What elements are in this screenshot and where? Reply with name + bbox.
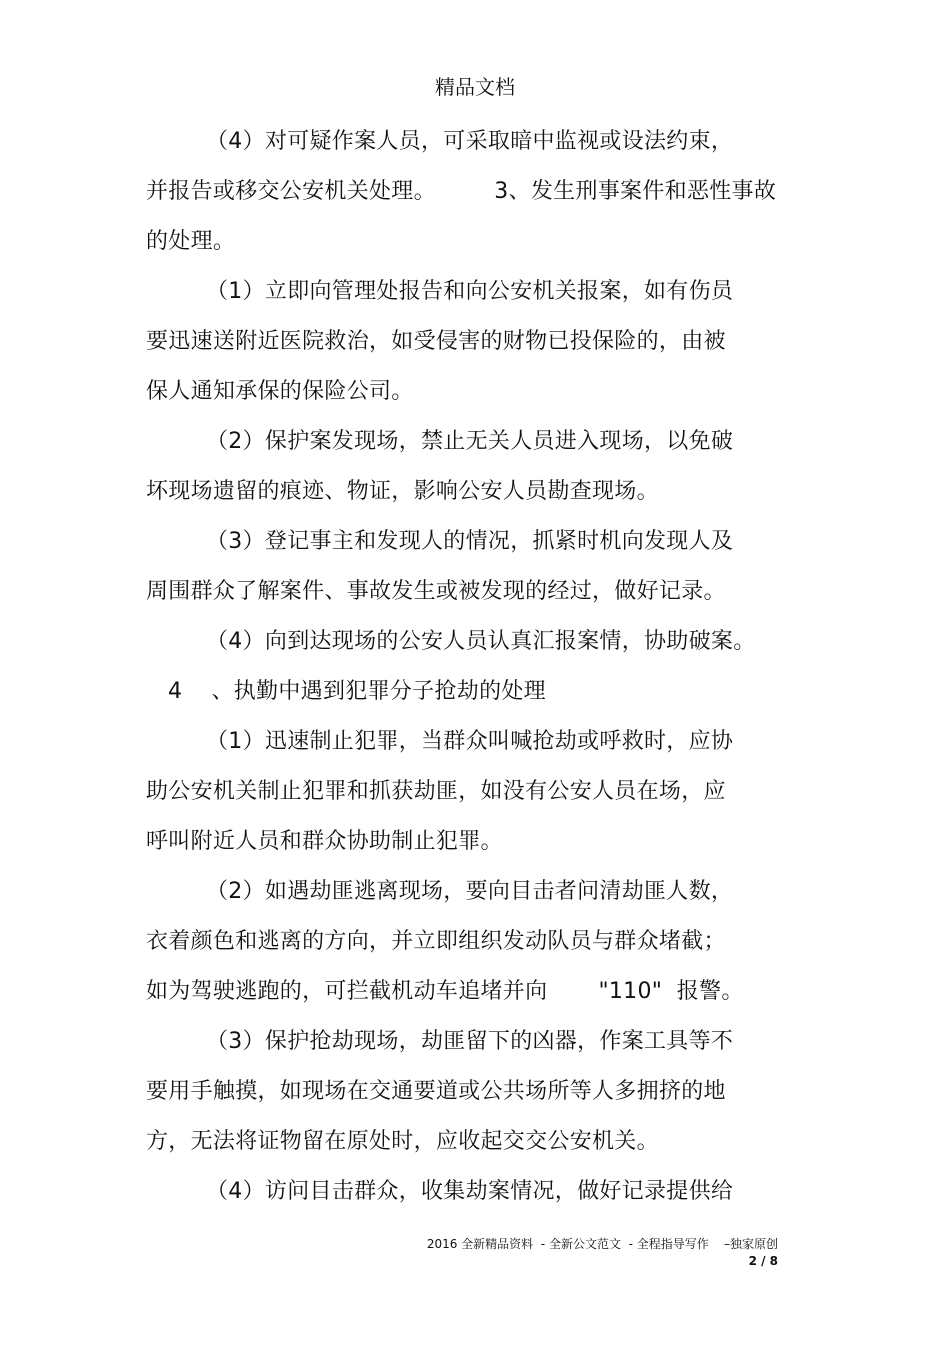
paragraph-line: 要用手触摸，如现场在交通要道或公共场所等人多拥挤的地 (146, 1079, 726, 1104)
section-heading: 4 、执勤中遇到犯罪分子抢劫的处理 (168, 679, 546, 704)
paragraph-line: （2）如遇劫匪逃离现场，要向目击者问清劫匪人数， (206, 879, 734, 904)
paragraph-line: 如为驾驶逃跑的，可拦截机动车追堵并向 "110" 报警。 (146, 979, 744, 1004)
page-header: 精品文档 (435, 75, 515, 99)
paragraph-line: （1）迅速制止犯罪，当群众叫喊抢劫或呼救时，应协 (206, 729, 734, 754)
paragraph-line: （2）保护案发现场，禁止无关人员进入现场，以免破 (206, 429, 734, 454)
paragraph-line: 要迅速送附近医院救治，如受侵害的财物已投保险的，由被 (146, 329, 726, 354)
paragraph-line: 助公安机关制止犯罪和抓获劫匪，如没有公安人员在场，应 (146, 779, 726, 804)
paragraph-line: （4）访问目击群众，收集劫案情况，做好记录提供给 (206, 1179, 734, 1204)
paragraph-line: （4）向到达现场的公安人员认真汇报案情，协助破案。 (206, 629, 756, 654)
paragraph-line: 坏现场遗留的痕迹、物证，影响公安人员勘查现场。 (146, 479, 659, 504)
paragraph-line: （3）登记事主和发现人的情况，抓紧时机向发现人及 (206, 529, 734, 554)
paragraph-line: 周围群众了解案件、事故发生或被发现的经过，做好记录。 (146, 579, 726, 604)
paragraph-line: （3）保护抢劫现场，劫匪留下的凶器，作案工具等不 (206, 1029, 734, 1054)
page-number: 2 / 8 (748, 1254, 778, 1268)
paragraph-line: （4）对可疑作案人员，可采取暗中监视或设法约束， (206, 129, 734, 154)
paragraph-line: 并报告或移交公安机关处理。 3、发生刑事案件和恶性事故 (146, 179, 777, 204)
paragraph-line: 衣着颜色和逃离的方向，并立即组织发动队员与群众堵截； (146, 929, 726, 954)
paragraph-line: （1）立即向管理处报告和向公安机关报案，如有伤员 (206, 279, 734, 304)
paragraph-line: 保人通知承保的保险公司。 (146, 379, 414, 404)
footer-text: 2016 全新精品资料 - 全新公文范文 - 全程指导写作 –独家原创 (426, 1237, 778, 1251)
paragraph-line: 的处理。 (146, 229, 236, 254)
paragraph-line: 方，无法将证物留在原处时，应收起交交公安机关。 (146, 1129, 659, 1154)
paragraph-line: 呼叫附近人员和群众协助制止犯罪。 (146, 829, 503, 854)
